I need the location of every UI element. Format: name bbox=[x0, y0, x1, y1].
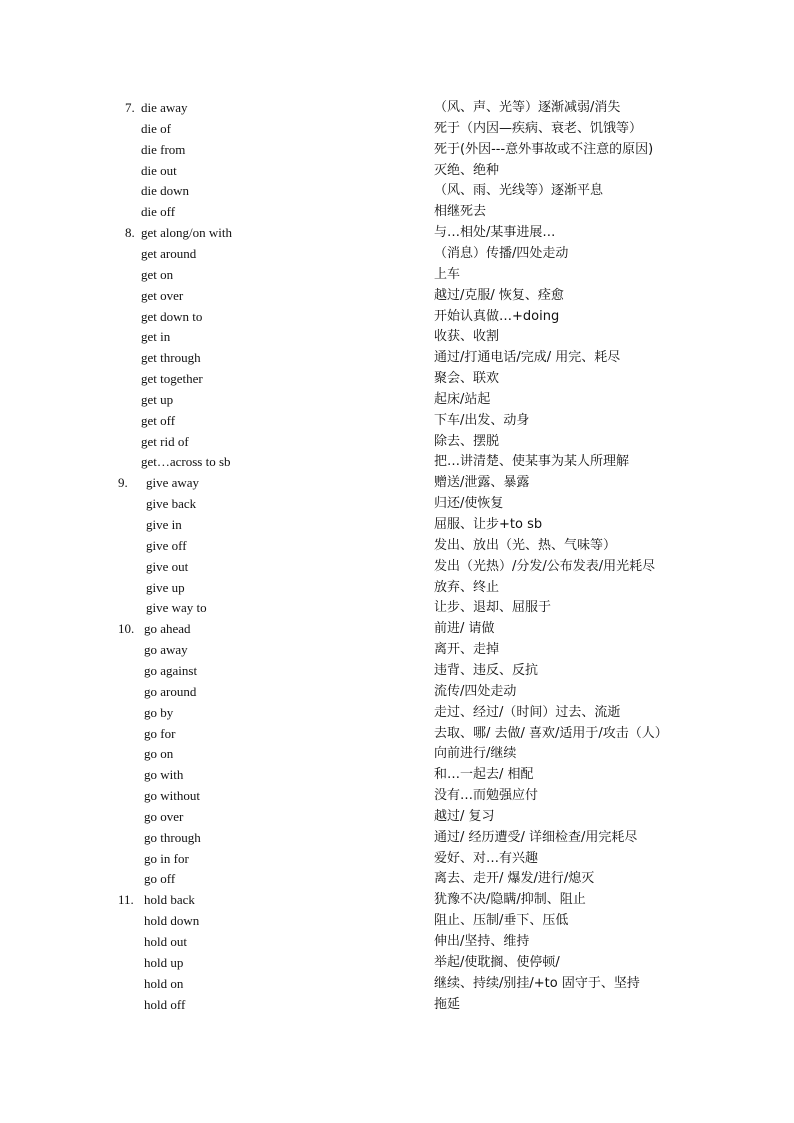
meaning-text: 越过/克服/ 恢复、痊愈 bbox=[434, 288, 564, 303]
vocab-row bbox=[0, 98, 794, 118]
vocab-row bbox=[0, 828, 794, 848]
vocab-row bbox=[0, 932, 794, 952]
phrase-text: get together bbox=[141, 371, 203, 386]
phrase-text: go on bbox=[144, 746, 174, 761]
phrase-text: hold back bbox=[144, 892, 195, 907]
meaning-text: 除去、摆脱 bbox=[434, 434, 500, 449]
phrase-text: die of bbox=[141, 121, 171, 136]
phrase-text: give way to bbox=[146, 600, 207, 615]
phrase-text: get through bbox=[141, 350, 201, 365]
phrase-text: go by bbox=[144, 705, 174, 720]
phrase-text: get on bbox=[141, 267, 174, 282]
meaning-text: （风、雨、光线等）逐渐平息 bbox=[434, 183, 604, 198]
vocab-row bbox=[0, 369, 794, 389]
meaning-text: 开始认真做…+doing bbox=[434, 309, 560, 324]
phrase-text: die out bbox=[141, 163, 177, 178]
phrase-text: give back bbox=[146, 496, 197, 511]
phrase-text: hold down bbox=[144, 913, 200, 928]
group-number: 7. bbox=[125, 100, 135, 115]
phrase-text: get down to bbox=[141, 309, 203, 324]
vocab-row bbox=[0, 494, 794, 514]
phrase-text: get along/on with bbox=[141, 225, 232, 240]
meaning-text: 和…一起去/ 相配 bbox=[434, 767, 534, 782]
vocab-row bbox=[0, 307, 794, 327]
meaning-text: 伸出/坚持、维持 bbox=[434, 934, 530, 949]
meaning-text: 把…讲清楚、使某事为某人所理解 bbox=[434, 454, 630, 469]
meaning-text: 去取、哪/ 去做/ 喜欢/适用于/攻击（人） bbox=[434, 726, 668, 741]
vocab-row bbox=[0, 598, 794, 618]
meaning-text: （消息）传播/四处走动 bbox=[434, 246, 569, 261]
vocab-row bbox=[0, 536, 794, 556]
meaning-text: 爱好、对…有兴趣 bbox=[434, 851, 539, 866]
vocab-row bbox=[0, 661, 794, 681]
phrase-text: go in for bbox=[144, 851, 189, 866]
phrase-text: get off bbox=[141, 413, 176, 428]
vocab-row bbox=[0, 202, 794, 222]
group-number: 9. bbox=[118, 475, 128, 490]
meaning-text: 发出、放出（光、热、气味等） bbox=[434, 538, 617, 553]
meaning-text: 违背、违反、反抗 bbox=[434, 663, 539, 678]
meaning-text: 通过/ 经历遭受/ 详细检查/用完耗尽 bbox=[434, 830, 638, 845]
meaning-text: 举起/使耽搁、使停顿/ bbox=[434, 955, 560, 970]
phrase-text: get around bbox=[141, 246, 197, 261]
group-number: 10. bbox=[118, 621, 135, 636]
phrase-text: go against bbox=[144, 663, 198, 678]
vocab-row bbox=[0, 473, 794, 493]
vocab-row bbox=[0, 869, 794, 889]
meaning-text: 走过、经过/（时间）过去、流逝 bbox=[434, 705, 621, 720]
vocab-row bbox=[0, 181, 794, 201]
phrase-text: get…across to sb bbox=[141, 454, 231, 469]
meaning-text: 灭绝、绝种 bbox=[434, 163, 500, 178]
phrase-text: go through bbox=[144, 830, 201, 845]
vocab-row bbox=[0, 682, 794, 702]
vocab-row bbox=[0, 703, 794, 723]
vocab-row bbox=[0, 286, 794, 306]
meaning-text: 上车 bbox=[434, 267, 461, 282]
phrase-text: die from bbox=[141, 142, 186, 157]
phrase-text: go ahead bbox=[144, 621, 191, 636]
vocab-row bbox=[0, 786, 794, 806]
vocab-row bbox=[0, 640, 794, 660]
meaning-text: 聚会、联欢 bbox=[434, 371, 500, 386]
vocab-row bbox=[0, 411, 794, 431]
vocab-row bbox=[0, 244, 794, 264]
vocab-row bbox=[0, 452, 794, 472]
meaning-text: 离去、走开/ 爆发/进行/熄灭 bbox=[434, 871, 595, 886]
meaning-text: （风、声、光等）逐渐减弱/消失 bbox=[434, 100, 621, 115]
phrase-text: hold on bbox=[144, 976, 184, 991]
vocab-row bbox=[0, 849, 794, 869]
meaning-text: 越过/ 复习 bbox=[434, 809, 495, 824]
meaning-text: 阻止、压制/垂下、压低 bbox=[434, 913, 569, 928]
meaning-text: 放弃、终止 bbox=[434, 580, 500, 595]
vocab-row bbox=[0, 390, 794, 410]
phrase-text: get rid of bbox=[141, 434, 189, 449]
vocab-row bbox=[0, 515, 794, 535]
meaning-text: 犹豫不决/隐瞒/抑制、阻止 bbox=[434, 892, 586, 907]
phrase-text: give in bbox=[146, 517, 182, 532]
vocab-row bbox=[0, 161, 794, 181]
meaning-text: 归还/使恢复 bbox=[434, 496, 504, 511]
phrase-text: get in bbox=[141, 329, 171, 344]
meaning-text: 继续、持续/别挂/+to 固守于、坚持 bbox=[434, 976, 640, 991]
vocab-row bbox=[0, 724, 794, 744]
meaning-text: 下车/出发、动身 bbox=[434, 413, 530, 428]
vocab-row bbox=[0, 953, 794, 973]
meaning-text: 与…相处/某事进展… bbox=[434, 225, 556, 240]
meaning-text: 屈服、让步+to sb bbox=[434, 517, 543, 532]
phrase-text: go around bbox=[144, 684, 197, 699]
meaning-text: 收获、收割 bbox=[434, 329, 500, 344]
vocab-row bbox=[0, 119, 794, 139]
vocab-row bbox=[0, 327, 794, 347]
vocab-row bbox=[0, 140, 794, 160]
phrase-text: get up bbox=[141, 392, 174, 407]
meaning-text: 通过/打通电话/完成/ 用完、耗尽 bbox=[434, 350, 621, 365]
group-number: 11. bbox=[118, 892, 134, 907]
meaning-text: 离开、走掉 bbox=[434, 642, 500, 657]
vocab-row bbox=[0, 744, 794, 764]
vocab-row bbox=[0, 974, 794, 994]
meaning-text: 向前进行/继续 bbox=[434, 746, 517, 761]
phrase-text: die away bbox=[141, 100, 188, 115]
vocab-row bbox=[0, 911, 794, 931]
vocab-row bbox=[0, 807, 794, 827]
phrase-text: give out bbox=[146, 559, 189, 574]
meaning-text: 让步、退却、屈服于 bbox=[434, 600, 552, 615]
vocab-row bbox=[0, 432, 794, 452]
vocab-row bbox=[0, 619, 794, 639]
phrase-text: go off bbox=[144, 871, 176, 886]
phrase-text: hold out bbox=[144, 934, 187, 949]
meaning-text: 前进/ 请做 bbox=[434, 621, 495, 636]
vocab-row bbox=[0, 765, 794, 785]
vocab-row bbox=[0, 578, 794, 598]
phrase-text: go without bbox=[144, 788, 200, 803]
phrase-text: go away bbox=[144, 642, 188, 657]
phrase-text: give away bbox=[146, 475, 200, 490]
meaning-text: 没有…而勉强应付 bbox=[434, 788, 539, 803]
vocab-row bbox=[0, 223, 794, 243]
vocab-row bbox=[0, 995, 794, 1015]
phrase-text: hold up bbox=[144, 955, 184, 970]
phrase-text: go with bbox=[144, 767, 184, 782]
phrase-text: get over bbox=[141, 288, 184, 303]
phrase-text: go over bbox=[144, 809, 184, 824]
group-number: 8. bbox=[125, 225, 135, 240]
meaning-text: 起床/站起 bbox=[434, 392, 491, 407]
phrase-text: die down bbox=[141, 183, 190, 198]
phrase-text: give up bbox=[146, 580, 185, 595]
vocab-row bbox=[0, 348, 794, 368]
vocab-row bbox=[0, 890, 794, 910]
vocab-row bbox=[0, 265, 794, 285]
meaning-text: 相继死去 bbox=[434, 204, 487, 219]
meaning-text: 赠送/泄露、暴露 bbox=[434, 475, 530, 490]
meaning-text: 流传/四处走动 bbox=[434, 684, 517, 699]
phrase-text: hold off bbox=[144, 997, 186, 1012]
meaning-text: 死于（内因—疾病、衰老、饥饿等） bbox=[434, 121, 643, 136]
meaning-text: 死于(外因---意外事故或不注意的原因) bbox=[434, 142, 654, 157]
meaning-text: 拖延 bbox=[434, 997, 461, 1012]
vocab-row bbox=[0, 557, 794, 577]
phrase-text: die off bbox=[141, 204, 176, 219]
phrase-text: give off bbox=[146, 538, 187, 553]
meaning-text: 发出（光热）/分发/公布发表/用光耗尽 bbox=[434, 559, 656, 574]
phrase-text: go for bbox=[144, 726, 176, 741]
